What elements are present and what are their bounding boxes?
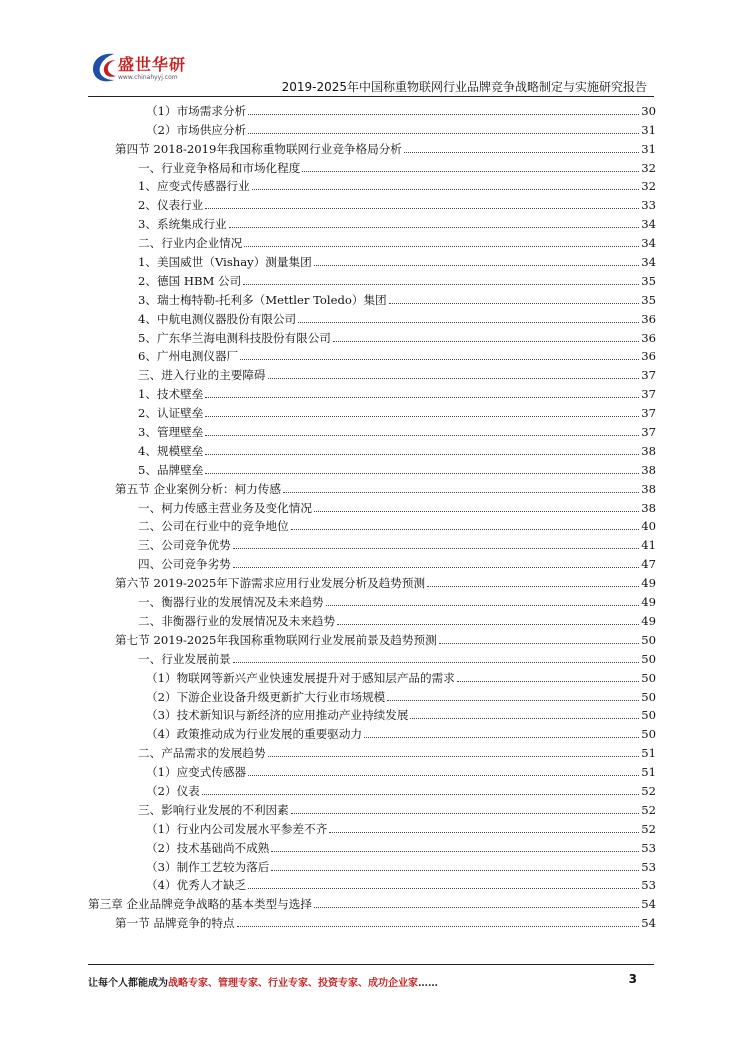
toc-entry-page: 38: [641, 481, 656, 496]
toc-leader-dots: [233, 662, 639, 663]
toc-entry[interactable]: [88, 875, 656, 894]
toc-leader-dots: [202, 794, 639, 795]
toc-entry-label: 二、行业内企业情况: [138, 236, 243, 251]
toc-entry[interactable]: [88, 478, 656, 497]
toc-entry[interactable]: [88, 572, 656, 591]
toc-entry-page: 34: [641, 217, 656, 232]
toc-entry-label: 1、美国威世（Vishay）测量集团: [138, 255, 312, 270]
page-number: 3: [628, 972, 637, 986]
toc-entry[interactable]: [88, 440, 656, 459]
toc-entry-page: 54: [641, 916, 656, 931]
header-divider: [88, 96, 654, 97]
toc-leader-dots: [283, 492, 639, 493]
toc-entry-label: 二、非衡器行业的发展情况及未来趋势: [138, 613, 336, 628]
toc-entry[interactable]: [88, 912, 656, 931]
toc-entry[interactable]: [88, 893, 656, 912]
toc-entry[interactable]: [88, 213, 656, 232]
toc-entry-page: 50: [641, 689, 656, 704]
toc-entry-label: （1）市场需求分析: [146, 103, 247, 118]
toc-entry-page: 34: [641, 236, 656, 251]
company-logo: [88, 50, 208, 90]
toc-entry-label: 1、应变式传感器行业: [138, 179, 250, 194]
toc-entry[interactable]: [88, 402, 656, 421]
toc-entry-label: 三、进入行业的主要障碍: [138, 368, 266, 383]
toc-entry[interactable]: [88, 837, 656, 856]
toc-entry-label: 3、系统集成行业: [138, 217, 227, 232]
toc-entry-page: 53: [641, 859, 656, 874]
toc-entry-label: （2）市场供应分析: [146, 122, 247, 137]
toc-leader-dots: [404, 152, 639, 153]
toc-entry[interactable]: [88, 251, 656, 270]
toc-entry-label: （4）优秀人才缺乏: [146, 878, 247, 893]
toc-entry[interactable]: [88, 232, 656, 251]
toc-entry-page: 36: [641, 349, 656, 364]
toc-entry-page: 52: [641, 802, 656, 817]
toc-leader-dots: [314, 511, 639, 512]
toc-entry-page: 36: [641, 330, 656, 345]
toc-entry-label: （2）仪表: [146, 783, 200, 798]
toc-leader-dots: [439, 643, 640, 644]
toc-entry[interactable]: [88, 723, 656, 742]
footer-prefix: 让每个人都能成为: [88, 978, 168, 989]
toc-leader-dots: [326, 605, 640, 606]
toc-leader-dots: [243, 284, 639, 285]
toc-leader-dots: [252, 189, 640, 190]
toc-entry[interactable]: [88, 553, 656, 572]
footer-slogan: [88, 974, 438, 989]
toc-leader-dots: [240, 359, 639, 360]
toc-entry-page: 36: [641, 311, 656, 326]
logo-url: www.chinahyyj.com: [118, 74, 178, 81]
toc-entry-label: 第六节 2019-2025年下游需求应用行业发展分析及趋势预测: [115, 576, 426, 591]
toc-leader-dots: [291, 529, 640, 530]
toc-entry-page: 37: [641, 368, 656, 383]
toc-entry-label: （4）政策推动成为行业发展的重要驱动力: [146, 727, 363, 742]
toc-entry-label: 第三章 企业品牌竞争战略的基本类型与选择: [88, 897, 312, 912]
toc-entry[interactable]: [88, 667, 656, 686]
toc-entry-label: 二、公司在行业中的竞争地位: [138, 519, 289, 534]
toc-entry-label: 第四节 2018-2019年我国称重物联网行业竞争格局分析: [115, 141, 402, 156]
toc-entry[interactable]: [88, 157, 656, 176]
toc-entry[interactable]: [88, 497, 656, 516]
toc-entry-page: 53: [641, 840, 656, 855]
toc-leader-dots: [248, 888, 639, 889]
toc-entry[interactable]: [88, 176, 656, 195]
toc-entry-page: 31: [641, 141, 656, 156]
toc-leader-dots: [271, 851, 639, 852]
toc-entry-page: 38: [641, 443, 656, 458]
toc-leader-dots: [389, 303, 640, 304]
toc-leader-dots: [205, 473, 639, 474]
toc-entry-page: 51: [641, 746, 656, 761]
toc-entry-page: 49: [641, 595, 656, 610]
footer-highlight: 战略专家、管理专家、行业专家、投资专家、成功企业家: [168, 978, 418, 989]
toc-leader-dots: [291, 813, 640, 814]
toc-entry-label: （2）技术基础尚不成熟: [146, 840, 270, 855]
toc-entry-label: 3、瑞士梅特勒-托利多（Mettler Toledo）集团: [138, 292, 387, 307]
toc-entry-page: 37: [641, 387, 656, 402]
toc-entry-label: 5、品牌壁垒: [138, 462, 204, 477]
toc-entry-label: 3、管理壁垒: [138, 425, 204, 440]
toc-entry[interactable]: [88, 742, 656, 761]
toc-leader-dots: [457, 681, 639, 682]
toc-leader-dots: [387, 700, 639, 701]
toc-entry[interactable]: [88, 648, 656, 667]
toc-entry-page: 50: [641, 708, 656, 723]
toc-entry[interactable]: [88, 459, 656, 478]
toc-leader-dots: [302, 171, 639, 172]
toc-entry-label: 第五节 企业案例分析：柯力传感: [115, 481, 281, 496]
toc-entry[interactable]: [88, 610, 656, 629]
toc-leader-dots: [248, 775, 639, 776]
toc-leader-dots: [329, 832, 639, 833]
toc-entry-page: 50: [641, 651, 656, 666]
toc-leader-dots: [205, 454, 639, 455]
toc-entry-label: 一、行业发展前景: [138, 651, 231, 666]
toc-entry[interactable]: [88, 856, 656, 875]
toc-entry-page: 50: [641, 727, 656, 742]
toc-leader-dots: [314, 265, 640, 266]
toc-leader-dots: [229, 227, 640, 228]
toc-entry-page: 40: [641, 519, 656, 534]
toc-entry-page: 38: [641, 500, 656, 515]
toc-entry[interactable]: [88, 761, 656, 780]
toc-entry-label: 2、仪表行业: [138, 198, 204, 213]
toc-leader-dots: [205, 416, 639, 417]
toc-entry-page: 35: [641, 292, 656, 307]
table-of-contents: [88, 100, 656, 931]
toc-leader-dots: [337, 624, 639, 625]
toc-entry-page: 31: [641, 122, 656, 137]
toc-entry[interactable]: [88, 421, 656, 440]
document-title: 2019-2025年中国称重物联网行业品牌竞争战略制定与实施研究报告: [281, 80, 647, 94]
toc-entry-label: 四、公司竞争劣势: [138, 557, 231, 572]
toc-entry-label: 2、德国 HBM 公司: [138, 273, 242, 288]
toc-entry[interactable]: [88, 100, 656, 119]
footer-divider: [88, 964, 654, 965]
toc-entry-label: 一、柯力传感主营业务及变化情况: [138, 500, 312, 515]
toc-entry-page: 33: [641, 198, 656, 213]
toc-entry-label: 三、公司竞争优势: [138, 538, 231, 553]
toc-leader-dots: [205, 397, 639, 398]
toc-entry-label: （1）行业内公司发展水平参差不齐: [146, 821, 328, 836]
toc-entry-page: 52: [641, 821, 656, 836]
toc-leader-dots: [237, 926, 640, 927]
toc-entry-page: 47: [641, 557, 656, 572]
toc-entry[interactable]: [88, 534, 656, 553]
toc-entry-page: 37: [641, 406, 656, 421]
toc-entry-label: 4、规模壁垒: [138, 443, 204, 458]
toc-entry-page: 37: [641, 425, 656, 440]
toc-entry-page: 53: [641, 878, 656, 893]
toc-entry-page: 50: [641, 632, 656, 647]
toc-entry[interactable]: [88, 119, 656, 138]
toc-entry[interactable]: [88, 383, 656, 402]
toc-entry[interactable]: [88, 705, 656, 724]
toc-entry-label: 一、衡器行业的发展情况及未来趋势: [138, 595, 324, 610]
toc-entry-page: 35: [641, 273, 656, 288]
logo-swoosh-icon: [88, 50, 122, 88]
toc-entry-label: （1）物联网等新兴产业快速发展提升对于感知层产品的需求: [146, 670, 455, 685]
toc-entry-label: 1、技术壁垒: [138, 387, 204, 402]
toc-entry[interactable]: [88, 780, 656, 799]
toc-leader-dots: [314, 907, 639, 908]
toc-leader-dots: [205, 208, 639, 209]
toc-entry-label: 4、中航电测仪器股份有限公司: [138, 311, 297, 326]
toc-entry-label: （2）下游企业设备升级更新扩大行业市场规模: [146, 689, 386, 704]
toc-leader-dots: [410, 718, 639, 719]
toc-leader-dots: [333, 341, 639, 342]
toc-entry[interactable]: [88, 346, 656, 365]
toc-entry[interactable]: [88, 686, 656, 705]
toc-leader-dots: [364, 737, 639, 738]
toc-entry[interactable]: [88, 194, 656, 213]
toc-entry-label: 一、行业竞争格局和市场化程度: [138, 160, 301, 175]
toc-entry[interactable]: [88, 138, 656, 157]
toc-entry[interactable]: [88, 308, 656, 327]
toc-entry[interactable]: [88, 364, 656, 383]
toc-entry[interactable]: [88, 516, 656, 535]
toc-entry-label: 第一节 品牌竞争的特点: [115, 916, 235, 931]
toc-leader-dots: [268, 378, 640, 379]
toc-entry-page: 41: [641, 538, 656, 553]
toc-entry-page: 49: [641, 576, 656, 591]
toc-entry[interactable]: [88, 289, 656, 308]
toc-entry-label: （3）技术新知识与新经济的应用推动产业持续发展: [146, 708, 409, 723]
toc-entry-label: 第七节 2019-2025年我国称重物联网行业发展前景及趋势预测: [115, 632, 437, 647]
toc-leader-dots: [233, 567, 639, 568]
toc-entry[interactable]: [88, 270, 656, 289]
toc-entry[interactable]: [88, 818, 656, 837]
toc-entry-page: 51: [641, 765, 656, 780]
toc-leader-dots: [233, 548, 639, 549]
toc-entry-page: 32: [641, 179, 656, 194]
toc-leader-dots: [427, 586, 639, 587]
toc-leader-dots: [244, 246, 639, 247]
toc-entry[interactable]: [88, 799, 656, 818]
toc-entry-page: 54: [641, 897, 656, 912]
toc-entry-page: 30: [641, 103, 656, 118]
toc-entry-label: 2、认证壁垒: [138, 406, 204, 421]
toc-entry-label: 三、影响行业发展的不利因素: [138, 802, 289, 817]
toc-leader-dots: [271, 870, 639, 871]
toc-leader-dots: [248, 114, 639, 115]
toc-entry-page: 38: [641, 462, 656, 477]
toc-entry[interactable]: [88, 629, 656, 648]
toc-entry-label: （3）制作工艺较为落后: [146, 859, 270, 874]
toc-entry-label: 6、广州电测仪器厂: [138, 349, 239, 364]
toc-entry-page: 50: [641, 670, 656, 685]
toc-leader-dots: [248, 133, 639, 134]
toc-entry-label: （1）应变式传感器: [146, 765, 247, 780]
logo-text: 盛世华研: [118, 55, 187, 74]
toc-leader-dots: [268, 756, 640, 757]
toc-entry[interactable]: [88, 327, 656, 346]
toc-leader-dots: [298, 322, 639, 323]
footer-suffix: ……: [418, 978, 438, 989]
toc-entry-page: 34: [641, 255, 656, 270]
toc-entry[interactable]: [88, 591, 656, 610]
toc-leader-dots: [205, 435, 639, 436]
toc-entry-page: 52: [641, 783, 656, 798]
toc-entry-label: 5、广东华兰海电测科技股份有限公司: [138, 330, 331, 345]
toc-entry-page: 32: [641, 160, 656, 175]
toc-entry-page: 49: [641, 613, 656, 628]
toc-entry-label: 二、产品需求的发展趋势: [138, 746, 266, 761]
